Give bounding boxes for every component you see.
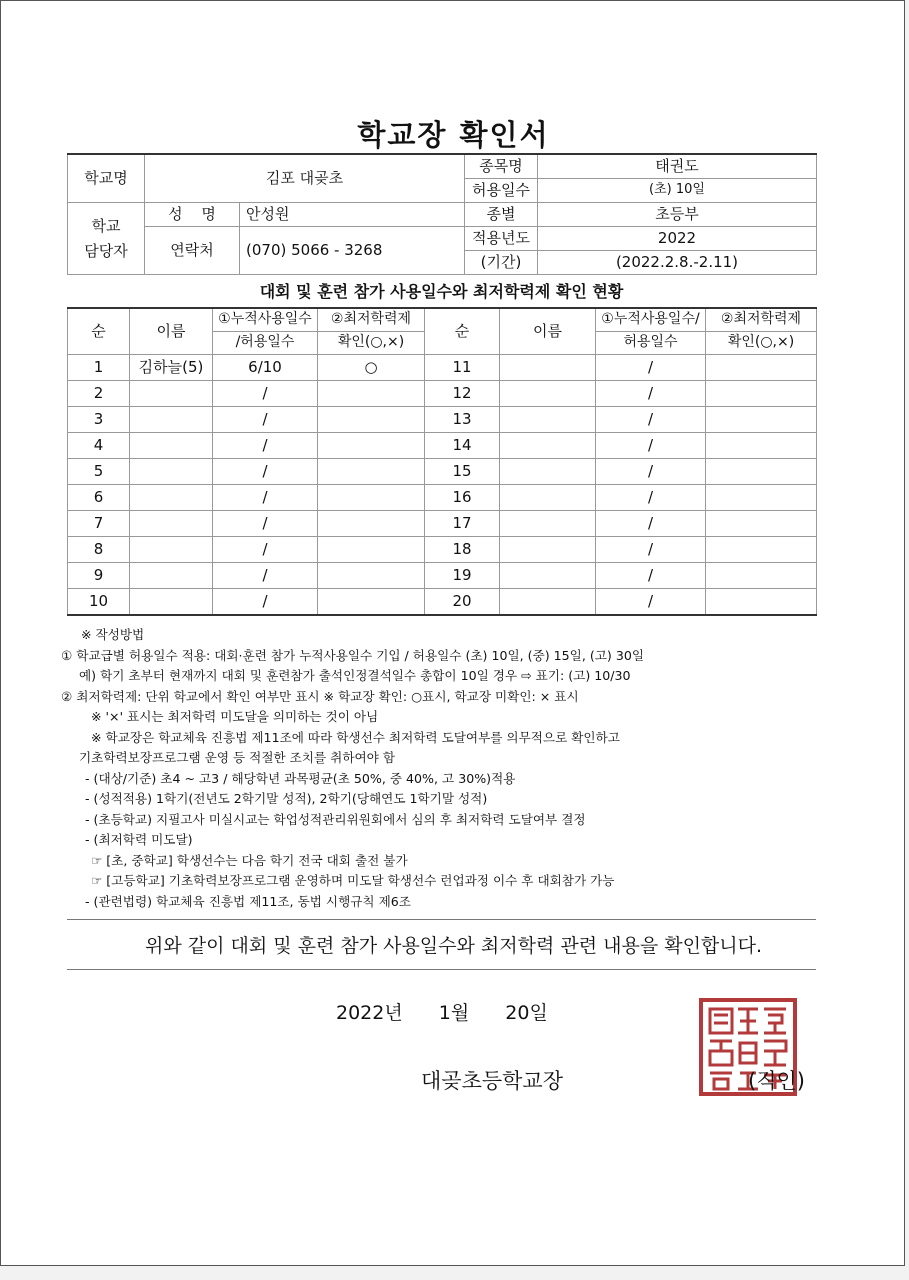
row-used-days: / [213, 589, 318, 616]
header-grade-right-2: 확인(○,×) [706, 332, 817, 355]
contact-value: (070) 5066 - 3268 [240, 227, 465, 275]
header-name: 이름 [130, 308, 213, 355]
row-grade-check [318, 485, 425, 511]
school-value: 김포 대곶초 [145, 154, 465, 203]
row-grade-check-right [706, 381, 817, 407]
row-number: 6 [68, 485, 130, 511]
row-number-right: 16 [425, 485, 500, 511]
principal-title: 대곶초등학교장 [421, 1069, 564, 1093]
header-grade-right-1: ②최저학력제 [706, 308, 817, 332]
row-used-days: / [213, 511, 318, 537]
issue-date [336, 998, 578, 1025]
note-line: ※ 학교장은 학교체육 진흥법 제11조에 따라 학생선수 최저학력 도달여부를 의무적으로 확인하고 [91, 729, 620, 745]
row-grade-check [318, 589, 425, 616]
staff-label [68, 203, 145, 275]
row-name-right [500, 381, 596, 407]
date-year: 2022년 [336, 1002, 403, 1024]
row-grade-check-right [706, 485, 817, 511]
header-grade-2: 확인(○,×) [318, 332, 425, 355]
note-line: - (초등학교) 지필고사 미실시교는 학업성적관리위원회에서 심의 후 최저학력 도달여부 결정 [85, 811, 586, 827]
row-used-days: / [213, 563, 318, 589]
row-grade-check-right [706, 459, 817, 485]
row-grade-check [318, 433, 425, 459]
allowed-label: 허용일수 [465, 179, 538, 203]
row-grade-check-right [706, 511, 817, 537]
row-name-right [500, 563, 596, 589]
row-name [130, 537, 213, 563]
table-row [68, 485, 817, 511]
row-used-days: / [213, 381, 318, 407]
allowed-value: (초) 10일 [538, 179, 817, 203]
row-number-right: 13 [425, 407, 500, 433]
row-name [130, 381, 213, 407]
table-row [68, 537, 817, 563]
row-name: 김하늘(5) [130, 355, 213, 381]
note-line: ☞ [고등학교] 기초학력보장프로그램 운영하며 미도달 학생선수 런업과정 이수 후 대회참가 가능 [91, 873, 615, 888]
row-number-right: 14 [425, 433, 500, 459]
row-name-right [500, 589, 596, 616]
table-row [68, 511, 817, 537]
list-subtitle: 대회 및 훈련 참가 사용일수와 최저학력제 확인 현황 [259, 282, 624, 301]
row-name [130, 511, 213, 537]
info-table [67, 153, 817, 275]
note-line: - (대상/기준) 초4 ~ 고3 / 해당학년 과목평균(초 50%, 중 40%, 고 30%)적용 [85, 770, 516, 786]
date-day: 20일 [505, 1002, 548, 1024]
row-name-right [500, 485, 596, 511]
row-used-days-right: / [596, 381, 706, 407]
row-used-days-right: / [596, 511, 706, 537]
sport-label: 종목명 [465, 154, 538, 179]
note-line: ① 학교급별 허용일수 적용: 대회·훈련 참가 누적사용일수 기입 / 허용일수 (초) 10일, (중) 15일, (고) 30일 [61, 647, 645, 663]
divider-bottom [67, 969, 816, 970]
row-name [130, 407, 213, 433]
contact-label: 연락처 [145, 227, 240, 275]
header-used-right-2: 허용일수 [596, 332, 706, 355]
row-used-days-right: / [596, 563, 706, 589]
table-row [68, 407, 817, 433]
table-row [68, 563, 817, 589]
header-used-1: ①누적사용일수 [213, 308, 318, 332]
row-number-right: 17 [425, 511, 500, 537]
row-used-days: / [213, 459, 318, 485]
seal-label: (직인) [748, 1069, 805, 1093]
note-line: ※ 작성방법 [81, 627, 145, 642]
row-grade-check-right [706, 433, 817, 459]
row-number: 9 [68, 563, 130, 589]
row-name-right [500, 355, 596, 381]
notes-section [61, 625, 861, 912]
row-number-right: 19 [425, 563, 500, 589]
divider-top [67, 919, 816, 920]
header-used-right-1: ①누적사용일수/ [596, 308, 706, 332]
note-line: - (관련법령) 학교체육 진흥법 제11조, 동법 시행규칙 제6조 [85, 893, 411, 909]
note-line: 기초학력보장프로그램 운영 등 적절한 조치를 취하여야 함 [79, 750, 395, 765]
row-number: 1 [68, 355, 130, 381]
row-grade-check [318, 537, 425, 563]
row-name [130, 485, 213, 511]
row-number: 8 [68, 537, 130, 563]
row-grade-check [318, 511, 425, 537]
confirm-statement: 위와 같이 대회 및 훈련 참가 사용일수와 최저학력 관련 내용을 확인합니다. [144, 935, 763, 957]
year-label-2: (기간) [465, 251, 538, 275]
table-row [68, 381, 817, 407]
note-line: ② 최저학력제: 단위 학교에서 확인 여부만 표시 ※ 학교장 확인: ○표시, 학교장 미확인: × 표시 [61, 688, 579, 704]
row-grade-check-right [706, 355, 817, 381]
note-line: ※ '×' 표시는 최저학력 미도달을 의미하는 것이 아님 [91, 709, 379, 724]
school-label: 학교명 [68, 154, 145, 203]
row-grade-check-right [706, 563, 817, 589]
row-used-days-right: / [596, 589, 706, 616]
row-used-days-right: / [596, 485, 706, 511]
year-value: 2022 [538, 227, 817, 251]
row-name-right [500, 537, 596, 563]
header-no: 순 [68, 308, 130, 355]
row-number: 3 [68, 407, 130, 433]
row-number: 2 [68, 381, 130, 407]
category-value: 초등부 [538, 203, 817, 227]
row-number-right: 12 [425, 381, 500, 407]
category-label: 종별 [465, 203, 538, 227]
note-line: - (성적적용) 1학기(전년도 2학기말 성적), 2학기(당해연도 1학기말 성적) [85, 791, 488, 806]
table-row [68, 355, 817, 381]
row-grade-check-right [706, 537, 817, 563]
table-row [68, 459, 817, 485]
row-name [130, 563, 213, 589]
period-value: (2022.2.8.-2.11) [538, 251, 817, 275]
note-line: - (최저학력 미도달) [85, 832, 193, 847]
row-used-days: / [213, 407, 318, 433]
header-grade-1: ②최저학력제 [318, 308, 425, 332]
row-used-days: / [213, 485, 318, 511]
row-grade-check [318, 563, 425, 589]
row-grade-check-right [706, 589, 817, 616]
row-name-right [500, 459, 596, 485]
row-grade-check [318, 381, 425, 407]
note-line: ☞ [초, 중학교] 학생선수는 다음 학기 전국 대회 출전 불가 [91, 852, 408, 868]
row-grade-check-right [706, 407, 817, 433]
header-name-right: 이름 [500, 308, 596, 355]
row-name [130, 589, 213, 616]
table-row [68, 433, 817, 459]
sport-value: 태권도 [538, 154, 817, 179]
document-title: 학교장 확인서 [357, 118, 550, 152]
row-grade-check: ○ [318, 355, 425, 381]
row-number: 7 [68, 511, 130, 537]
header-no-right: 순 [425, 308, 500, 355]
row-name [130, 459, 213, 485]
row-used-days-right: / [596, 459, 706, 485]
name-value: 안성원 [240, 203, 465, 227]
row-number-right: 18 [425, 537, 500, 563]
row-name [130, 433, 213, 459]
row-grade-check [318, 459, 425, 485]
row-number: 5 [68, 459, 130, 485]
row-used-days: / [213, 537, 318, 563]
row-grade-check [318, 407, 425, 433]
date-month: 1월 [438, 1002, 470, 1024]
row-number: 10 [68, 589, 130, 616]
staff-label-line2: 담당자 [84, 241, 128, 260]
row-name-right [500, 511, 596, 537]
row-number-right: 11 [425, 355, 500, 381]
name-label: 성 명 [145, 203, 240, 227]
row-used-days-right: / [596, 433, 706, 459]
row-number: 4 [68, 433, 130, 459]
row-name-right [500, 433, 596, 459]
participant-table [67, 307, 817, 616]
row-used-days-right: / [596, 537, 706, 563]
row-used-days-right: / [596, 407, 706, 433]
row-number-right: 20 [425, 589, 500, 616]
year-label-1: 적용년도 [465, 227, 538, 251]
row-name-right [500, 407, 596, 433]
header-used-2: /허용일수 [213, 332, 318, 355]
note-line: 예) 학기 초부터 현재까지 대회 및 훈련참가 출석인정결석일수 총합이 10일 경우 ⇨ 표기: (고) 10/30 [79, 668, 631, 683]
row-number-right: 15 [425, 459, 500, 485]
table-row [68, 589, 817, 616]
row-used-days: / [213, 433, 318, 459]
row-used-days: 6/10 [213, 355, 318, 381]
row-used-days-right: / [596, 355, 706, 381]
staff-label-line1: 학교 [91, 216, 121, 235]
